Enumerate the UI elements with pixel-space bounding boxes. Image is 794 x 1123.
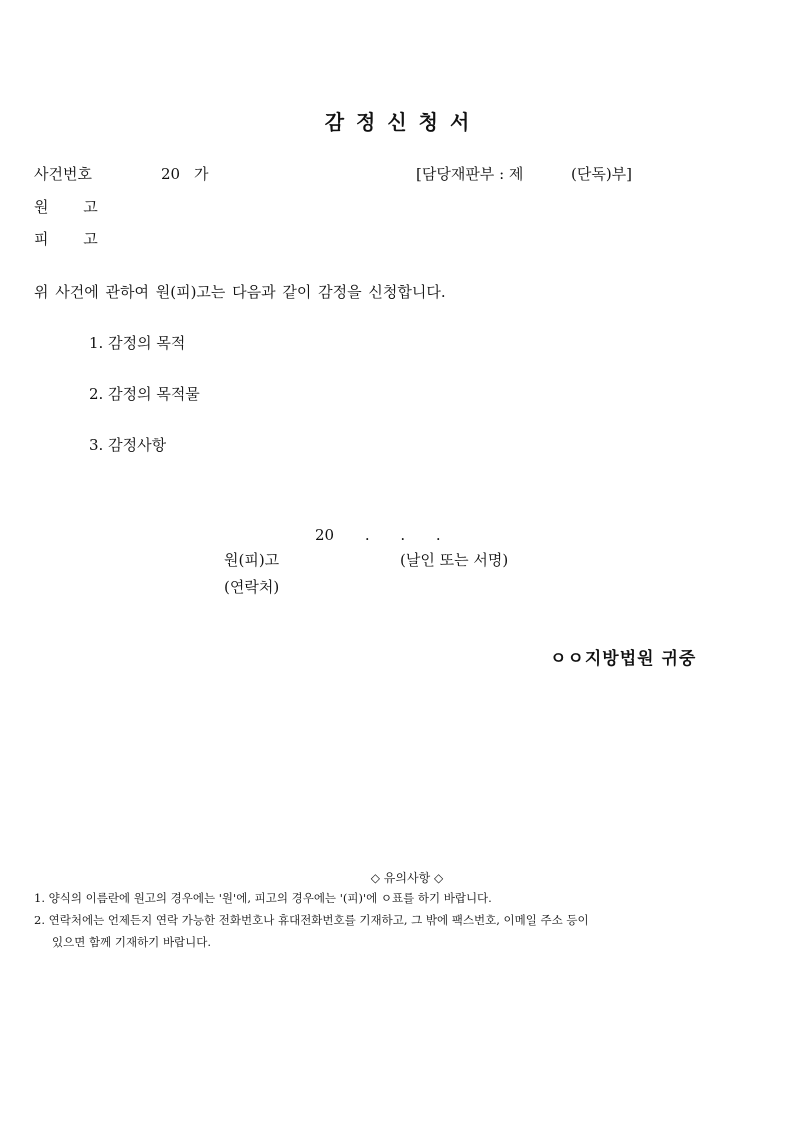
item-number: 2. — [89, 385, 104, 403]
item-number: 1. — [89, 334, 104, 352]
document-title: 감정신청서 — [324, 110, 482, 134]
sign-label: (날인 또는 서명) — [400, 551, 509, 569]
case-type: 가 — [194, 165, 209, 183]
list-item — [89, 333, 185, 353]
notice-title: ◇ 유의사항 ◇ — [370, 871, 444, 885]
contact-label: (연락처) — [224, 578, 280, 596]
court-addressee: ㅇㅇ지방법원 귀중 — [550, 649, 697, 669]
case-number-label: 사건번호 — [34, 165, 92, 183]
date-line: 20 . . . — [315, 526, 441, 544]
party-label: 원(피)고 — [224, 551, 280, 569]
plaintiff-label: 원 고 — [34, 198, 98, 216]
item-number: 3. — [89, 436, 104, 454]
item-label: 감정의 목적 — [108, 334, 186, 352]
notice-item: 1. 양식의 이름란에 원고의 경우에는 '원'에, 피고의 경우에는 '(피)'에 ㅇ표를 하기 바랍니다. — [34, 891, 492, 905]
notice-item: 있으면 함께 기재하기 바랍니다. — [52, 935, 212, 949]
list-item — [89, 384, 200, 404]
intro-sentence: 위 사건에 관하여 원(피)고는 다음과 같이 감정을 신청합니다. — [34, 283, 446, 301]
case-year: 20 — [161, 165, 181, 183]
item-label: 감정의 목적물 — [108, 385, 200, 403]
judge-label: [담당재판부 : 제 — [416, 165, 524, 183]
notice-item: 2. 연락처에는 언제든지 연락 가능한 전화번호나 휴대전화번호를 기재하고, 그 밖에 팩스번호, 이메일 주소 등이 — [34, 913, 589, 927]
judge-suffix: (단독)부] — [571, 165, 633, 183]
defendant-label: 피 고 — [34, 230, 98, 248]
item-label: 감정사항 — [108, 436, 167, 454]
list-item — [89, 435, 166, 455]
